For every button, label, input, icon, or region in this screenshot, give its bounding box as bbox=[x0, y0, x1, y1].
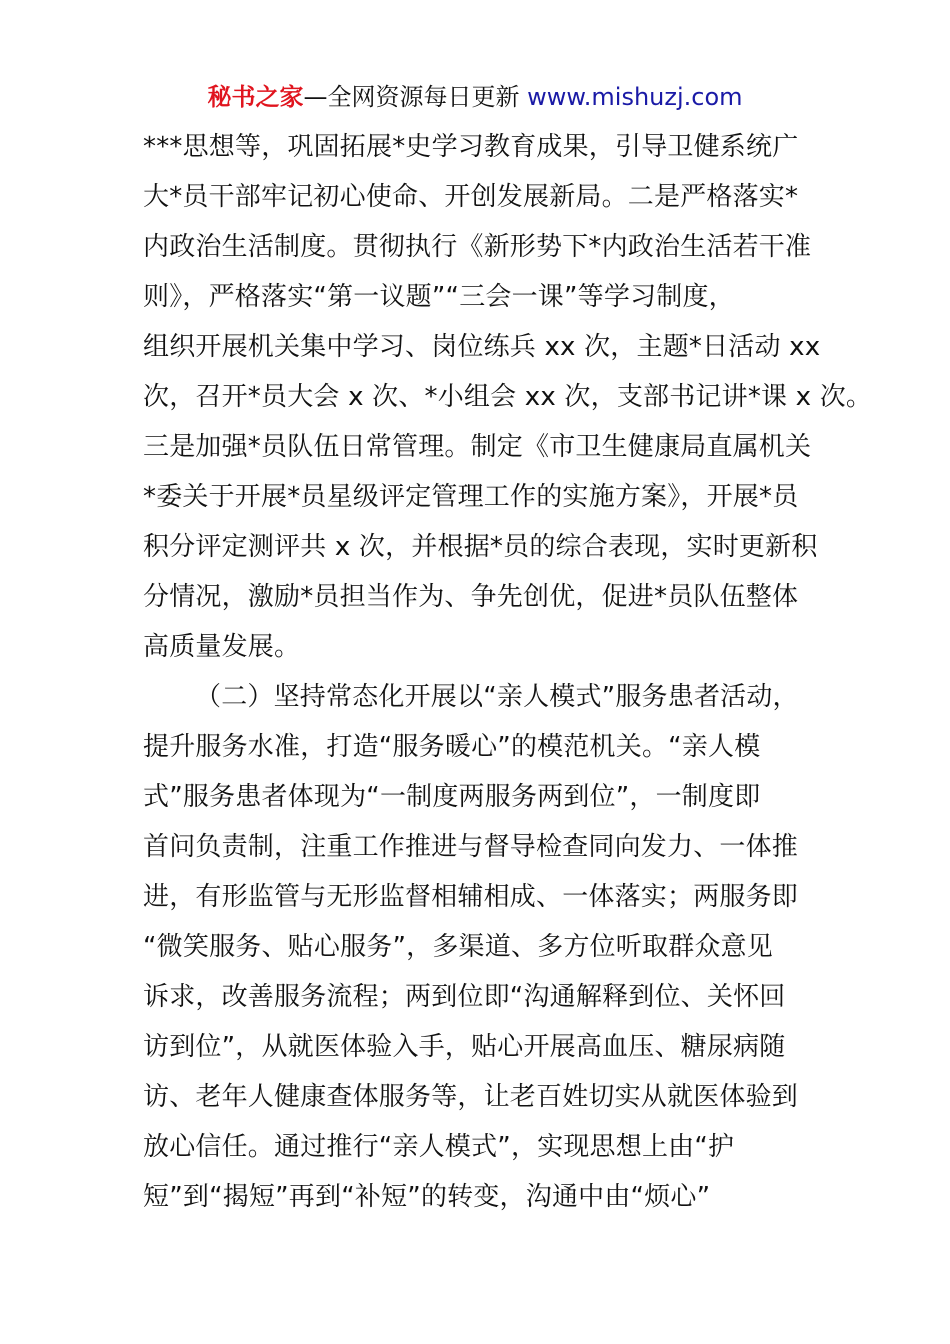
section-heading-line: （二）坚持常态化开展以“亲人模式”服务患者活动， bbox=[195, 682, 799, 712]
text-line: 进，有形监管与无形监督相辅相成、一体落实；两服务即 bbox=[143, 882, 799, 912]
text-line: 内政治生活制度。贯彻执行《新形势下*内政治生活若干准 bbox=[143, 232, 812, 262]
text-line: 三是加强*员队伍日常管理。制定《市卫生健康局直属机关 bbox=[143, 432, 812, 462]
text-line: “微笑服务、贴心服务”，多渠道、多方位听取群众意见 bbox=[143, 932, 773, 962]
text-line: 短”到“揭短”再到“补短”的转变，沟通中由“烦心” bbox=[143, 1182, 711, 1212]
text-line: 组织开展机关集中学习、岗位练兵 xx 次，主题*日活动 xx bbox=[143, 332, 821, 362]
text-line: 访到位”，从就医体验入手，贴心开展高血压、糖尿病随 bbox=[143, 1032, 786, 1062]
text-line: 访、老年人健康查体服务等，让老百姓切实从就医体验到 bbox=[143, 1082, 799, 1112]
text-line: 积分评定测评共 x 次，并根据*员的综合表现，实时更新积 bbox=[143, 532, 818, 562]
document-body bbox=[143, 122, 873, 1222]
site-brand: 秘书之家 bbox=[207, 83, 304, 111]
text-line: 提升服务水准，打造“服务暖心”的模范机关。“亲人模 bbox=[143, 732, 761, 762]
site-url[interactable]: www.mishuzj.com bbox=[527, 83, 743, 111]
text-line: *委关于开展*员星级评定管理工作的实施方案》，开展*员 bbox=[143, 482, 799, 512]
text-line: 大*员干部牢记初心使命、开创发展新局。二是严格落实* bbox=[143, 182, 799, 212]
text-line: 则》，严格落实“第一议题”“三会一课”等学习制度， bbox=[143, 282, 735, 312]
text-line: 次，召开*员大会 x 次、*小组会 xx 次，支部书记讲*课 x 次。 bbox=[143, 382, 873, 412]
text-line: 放心信任。通过推行“亲人模式”，实现思想上由“护 bbox=[143, 1132, 735, 1162]
text-line: 式”服务患者体现为“一制度两服务两到位”，一制度即 bbox=[143, 782, 761, 812]
text-line: 首问负责制，注重工作推进与督导检查同向发力、一体推 bbox=[143, 832, 799, 862]
site-tagline: —全网资源每日更新 bbox=[303, 83, 528, 111]
site-header bbox=[0, 80, 950, 114]
text-line: 诉求，改善服务流程；两到位即“沟通解释到位、关怀回 bbox=[143, 982, 786, 1012]
text-line: 分情况，激励*员担当作为、争先创优，促进*员队伍整体 bbox=[143, 582, 799, 612]
text-line: ***思想等，巩固拓展*史学习教育成果，引导卫健系统广 bbox=[143, 132, 799, 162]
text-line: 高质量发展。 bbox=[143, 632, 301, 662]
